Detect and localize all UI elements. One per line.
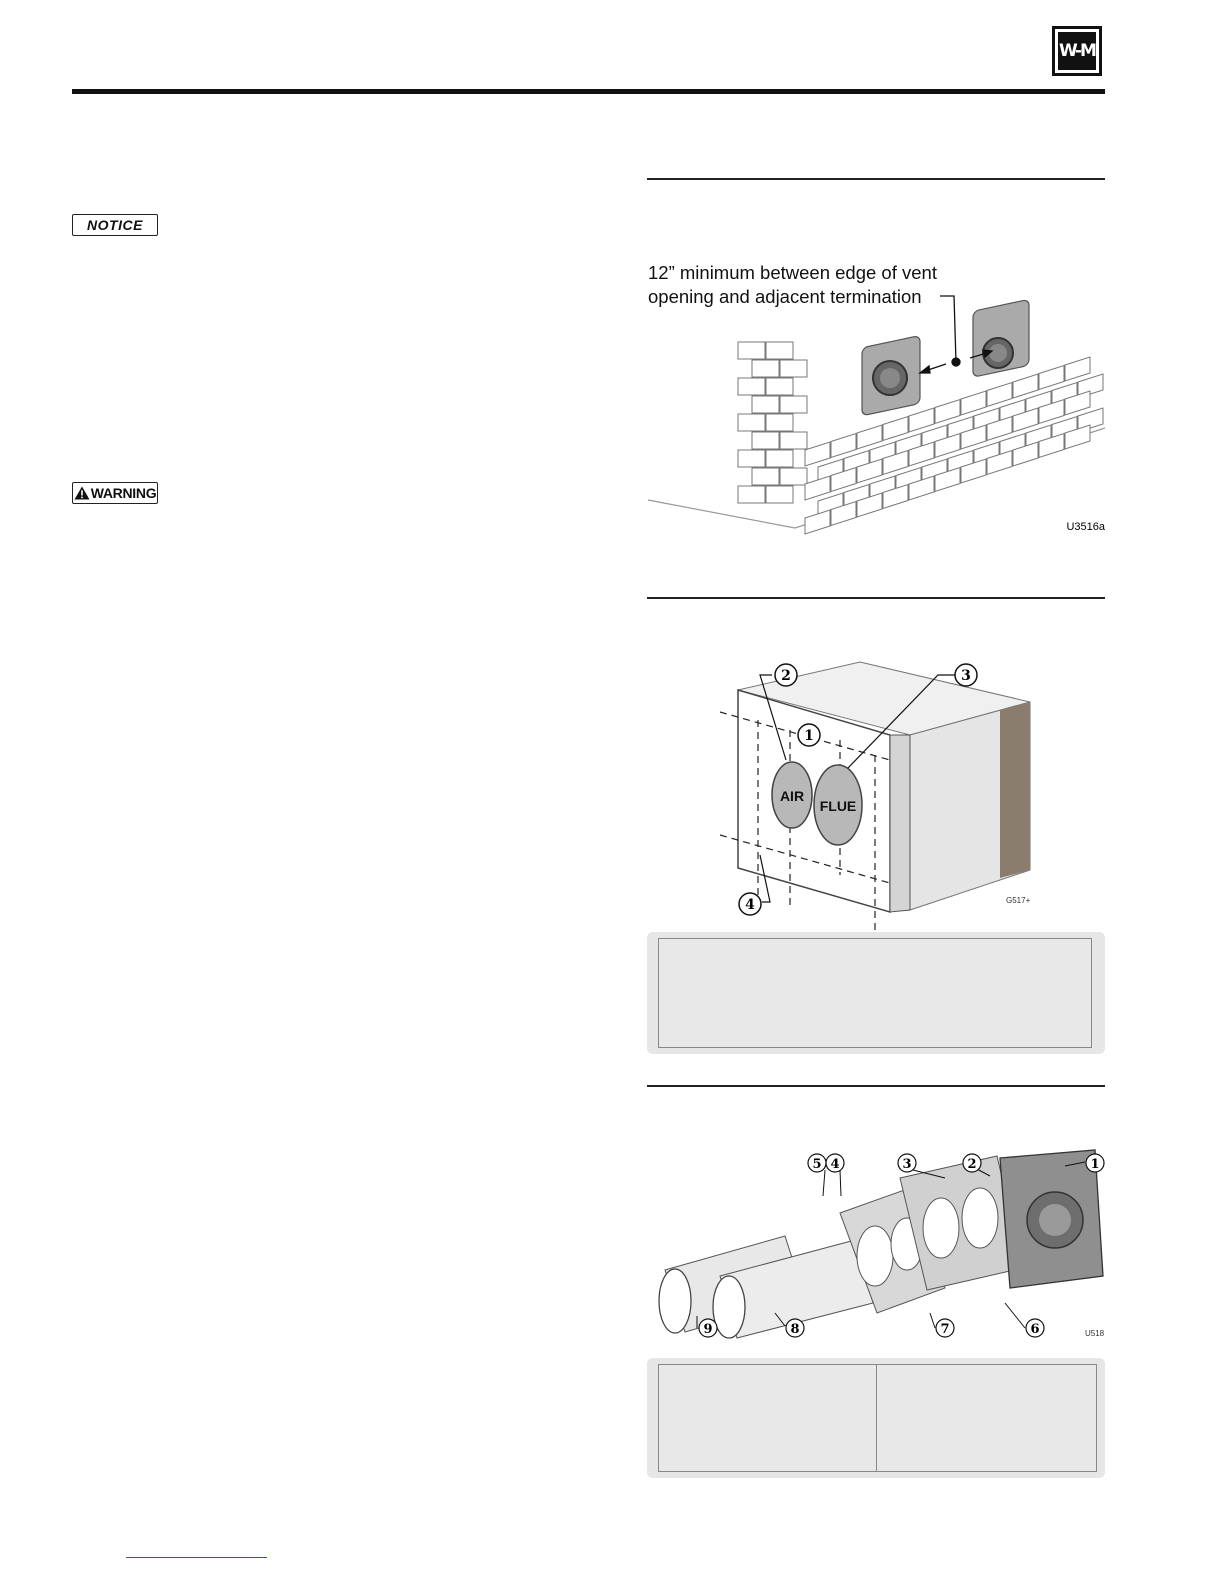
brick [738,450,765,467]
vent-termination-left [862,335,920,415]
air-label: AIR [779,788,805,804]
figure-exploded-code: U518 [1085,1329,1105,1338]
brick [805,510,830,534]
warning-label: WARNING [90,485,157,501]
brick [909,408,934,432]
header-rule [72,89,1105,94]
footer-link-underline[interactable] [126,1557,267,1558]
callout-3 [898,1154,916,1172]
svg-text:5: 5 [812,1157,822,1172]
svg-text:7: 7 [940,1322,950,1337]
section-rule-2 [647,597,1105,599]
brick [766,378,793,395]
callout-1 [1086,1154,1104,1172]
flue-label: FLUE [819,798,857,814]
brick [935,400,960,424]
brick [987,383,1012,407]
svg-text:2: 2 [967,1157,977,1172]
svg-text:3: 3 [961,668,971,684]
svg-text:1: 1 [804,728,814,744]
brick [1013,374,1038,398]
figure-exploded-illustration [645,1148,1107,1348]
wall-siding [1000,702,1030,878]
callout-7 [936,1319,954,1337]
svg-text:1: 1 [1090,1157,1100,1172]
callout-4 [826,1154,844,1172]
weil-mclain-logo-icon: W-M [1058,32,1096,70]
brick [738,378,765,395]
brick [961,391,986,415]
logo [1052,26,1102,76]
vent-termination-right [973,299,1029,377]
svg-text:4: 4 [830,1157,840,1172]
brick [780,432,807,449]
brick [752,396,779,413]
callout-9 [699,1319,717,1337]
clearance-label-line2: opening and adjacent termination [648,286,922,307]
brick [1039,366,1064,390]
svg-text:6: 6 [1030,1322,1040,1337]
figure-clearance-illustration [640,280,1110,540]
svg-text:3: 3 [902,1157,912,1172]
figure-clearance-code: U3516a [1066,521,1105,533]
brick [766,450,793,467]
notice-badge [72,214,158,236]
callout-3 [955,664,977,686]
callout-4 [739,893,761,915]
brick [857,425,882,449]
brick [752,360,779,377]
brick [1065,357,1090,381]
section-rule-3 [647,1085,1105,1087]
figure-wall-caption-box [647,932,1105,1054]
brick [780,360,807,377]
brick [805,476,830,500]
warning-triangle-icon [74,486,90,500]
callout-5 [808,1154,826,1172]
brick [883,417,908,441]
figure-wall-illustration [700,650,1050,935]
brick [752,468,779,485]
brick [780,468,807,485]
brick [738,414,765,431]
callout-8 [786,1319,804,1337]
figure-wall-code: G517+ [1006,896,1031,905]
brick [831,434,856,458]
notice-label: NOTICE [87,217,143,233]
brick [766,342,793,359]
callout-6 [1026,1319,1044,1337]
brick [738,342,765,359]
brick [780,396,807,413]
svg-text:8: 8 [790,1322,800,1337]
callout-1 [798,724,820,746]
ground-line [648,500,795,528]
figure-wall-caption-panel [658,938,1092,1048]
svg-text:9: 9 [703,1322,713,1337]
brick [766,414,793,431]
callout-2 [775,664,797,686]
section-rule-1 [647,178,1105,180]
brick [752,432,779,449]
warning-badge [72,482,158,504]
figure-exploded-caption-box [647,1358,1105,1478]
clearance-label-line1: 12” minimum between edge of vent [648,262,937,283]
svg-text:2: 2 [781,668,791,684]
callout-2 [963,1154,981,1172]
figure-exploded-caption-left [658,1364,877,1472]
svg-text:4: 4 [745,897,755,913]
figure-exploded-caption-right [876,1364,1097,1472]
brick [805,442,830,466]
brick [766,486,793,503]
brick [738,486,765,503]
